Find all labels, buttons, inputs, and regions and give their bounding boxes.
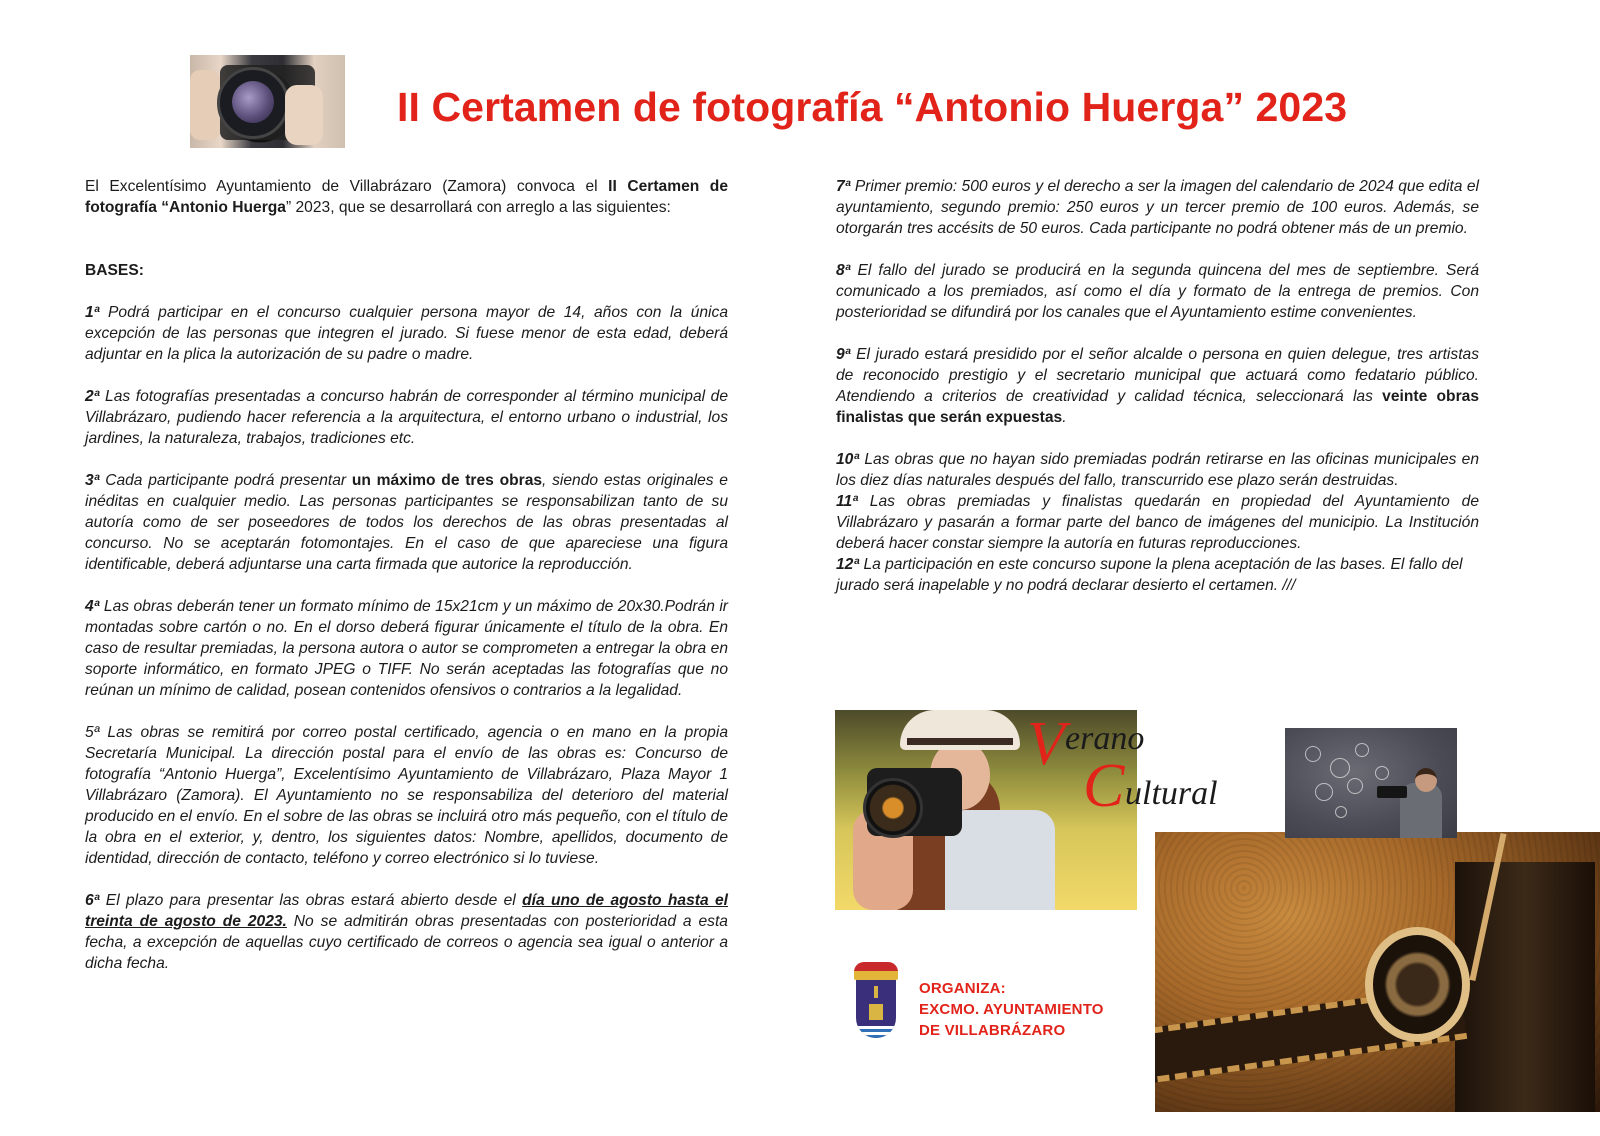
doodle-icon [1305, 746, 1321, 762]
photo-hand-right [285, 85, 323, 145]
organizer-block [919, 978, 1104, 1041]
photo-vintage-lens [1365, 927, 1470, 1042]
shield-icon [856, 980, 896, 1038]
organizer-name-line-2: DE VILLABRÁZARO [919, 1022, 1066, 1039]
photo-man-camera [1377, 786, 1407, 798]
base-number: 3ª [85, 472, 100, 489]
intro-contest-name: II Certamen de fotografía “Antonio Huerga [85, 178, 728, 216]
photo-lens [863, 778, 923, 838]
base-5 [85, 722, 728, 869]
base-number: 12ª [836, 556, 860, 573]
base-9 [836, 344, 1479, 428]
waves-icon [856, 1026, 896, 1038]
verano-cultural-logo [1025, 710, 1245, 820]
bases-heading: BASES: [85, 262, 144, 279]
base-text: Cada participante podrá presentar [99, 472, 352, 489]
base-1 [85, 302, 728, 365]
base-text: Podrá participar en el concurso cualquier persona mayor de 14, años con la única excepción de las personas que integren el jurado. Si fuese menor de esta edad, deberá adjuntar en la plica la autorización de su padre o madre. [85, 304, 728, 363]
base-text: Primer premio: 500 euros y el derecho a ser la imagen del calendario de 2024 que edita el ayuntamiento, segundo premio: 250 euros y un tercer premio de 100 euros. Además, se otorgarán tres accésits de 50 euros. Cada participante no podrá obtener más de un premio. [836, 178, 1479, 237]
base-6 [85, 890, 728, 974]
base-text: Las fotografías presentadas a concurso habrán de corresponder al término municipal de Villabrázaro, pudiendo hacer referencia a la arquitectura, el entorno urbano o industrial, los jardines, la naturaleza, trabajos, tradiciones etc. [85, 388, 728, 447]
base-number: 11ª [836, 493, 858, 510]
base-text: Las obras deberán tener un formato mínimo de 15x21cm y un máximo de 20x30.Podrán ir montadas sobre cartón o no. En el dorso deberá figurar únicamente el título de la obra. En caso de resultar premiadas, la persona autora o autor se comprometen a entregar la obra en soporte informático, en formato JPEG o TIFF. No serán aceptadas las fotografías que no reúnan un mínimo de calidad, posean contenidos ofensivos o contrarios a la legalidad. [85, 598, 728, 699]
logo-word-ultural: ultural [1125, 775, 1218, 812]
logo-word-erano: erano [1065, 720, 1145, 757]
base-text: La participación en este concurso supone la plena aceptación de las bases. El fallo del jurado será inapelable y no podrá declarar desierto el certamen. /// [836, 556, 1463, 594]
doodle-icon [1335, 806, 1347, 818]
base-2 [85, 386, 728, 449]
base-12 [836, 554, 1479, 596]
base-number: 7ª [836, 178, 851, 195]
cross-icon [874, 986, 878, 998]
base-text: Las obras se remitirá por correo postal certificado, agencia o en mano en la propia Secretaría Municipal. La dirección postal para el envío de las obras es: Concurso de fotografía “Antonio Huerga”, Excelentísimo Ayuntamiento de Villabrázaro, Plaza Mayor 1 Villabrázaro (Zamora). El Ayuntamiento no se responsabiliza del deterioro del material producido en el envío. En el sobre de las obras se incluirá otro más pequeño, con el título de la obra en el exterior, y, dentro, los siguientes datos: Nombre, apellidos, documento de identidad, dirección de contacto, teléfono y correo electrónico si lo tuviese. [85, 724, 728, 867]
base-8 [836, 260, 1479, 323]
doodle-icon [1347, 778, 1363, 794]
base-text: Las obras premiadas y finalistas quedarán en propiedad del Ayuntamiento de Villabrázaro y pasarán a formar parte del banco de imágenes del municipio. La Institución deberá hacer constar siempre la autoría en futuras reproducciones. [836, 493, 1479, 552]
photo-hatband [907, 738, 1013, 745]
base-deadline: día uno de agosto hasta el treinta de agosto de 2023. [85, 892, 728, 930]
organizer-label: ORGANIZA: [919, 980, 1006, 997]
base-10 [836, 449, 1479, 491]
base-3 [85, 470, 728, 575]
intro-text-end: ” 2023, que se desarrollará con arreglo a las siguientes: [285, 199, 671, 216]
left-column [85, 176, 728, 995]
base-number: 1ª [85, 304, 100, 321]
intro-paragraph [85, 176, 728, 218]
base-number: 2ª [85, 388, 100, 405]
base-text: No se admitirán obras presentadas con posterioridad a esta fecha, a excepción de aquellas cuyo certificado de correos o agencia sea igual o anterior a dicha fecha. [85, 913, 728, 972]
base-text: Las obras que no hayan sido premiadas podrán retirarse en las oficinas municipales en los diez días naturales después del fallo, transcurrido ese plazo serán destruidas. [836, 451, 1479, 489]
base-number: 4ª [85, 598, 100, 615]
base-number: 9ª [836, 346, 851, 363]
castle-icon [869, 1004, 883, 1020]
base-emphasis: un máximo de tres obras [351, 472, 543, 489]
base-4 [85, 596, 728, 701]
photographer-chalkboard-photo [1285, 728, 1457, 838]
photo-man-head [1415, 768, 1437, 792]
base-number: 6ª [85, 892, 100, 909]
base-text: . [1062, 409, 1067, 426]
base-number: 8ª [836, 262, 851, 279]
coat-of-arms-icon [852, 962, 900, 1040]
base-text: El fallo del jurado se producirá en la segunda quincena del mes de septiembre. Será comunicado a los premiados, así como el día y formato de la entrega de premios. Con posterioridad se difundirá por los canales que el Ayuntamiento estime convenientes. [836, 262, 1479, 321]
intro-text: El Excelentísimo Ayuntamiento de Villabrázaro (Zamora) convoca el [85, 178, 609, 195]
base-number: 5ª [85, 724, 100, 741]
base-11 [836, 491, 1479, 554]
photo-lens-glass [232, 81, 274, 123]
photo-bellows [1455, 862, 1595, 1112]
crown-icon [854, 962, 898, 980]
base-emphasis: veinte obras finalistas que serán expuestas [836, 388, 1479, 426]
right-column [836, 176, 1479, 596]
doodle-icon [1315, 783, 1333, 801]
vintage-camera-photo [1155, 832, 1600, 1112]
base-text: El plazo para presentar las obras estará abierto desde el [99, 892, 523, 909]
base-number: 10ª [836, 451, 860, 468]
photo-hand-left [190, 70, 220, 140]
page-title: II Certamen de fotografía “Antonio Huerga” 2023 [397, 84, 1348, 130]
base-text: El jurado estará presidido por el señor alcalde o persona en quien delegue, tres artistas de reconocido prestigio y el secretario municipal que actuará como fedatario público. Atendiendo a criterios de creatividad y calidad técnica, seleccionará las [836, 346, 1479, 405]
doodle-icon [1355, 743, 1369, 757]
doodle-icon [1375, 766, 1389, 780]
header-camera-photo [190, 55, 345, 148]
base-text: , siendo estas originales e inéditas en cualquier medio. Las personas participantes se responsabilizan tanto de su autoría como de ser poseedores de todos los derechos de las obras presentadas al concurso. No se aceptarán fotomontajes. En el caso de que apareciese una figura identificable, deberá adjuntarse una carta firmada que autorice la reproducción. [85, 472, 728, 573]
base-7 [836, 176, 1479, 239]
organizer-name-line-1: EXCMO. AYUNTAMIENTO [919, 1001, 1104, 1018]
logo-letter-v: V [1027, 710, 1065, 778]
doodle-icon [1330, 758, 1350, 778]
logo-letter-c: C [1083, 752, 1125, 820]
